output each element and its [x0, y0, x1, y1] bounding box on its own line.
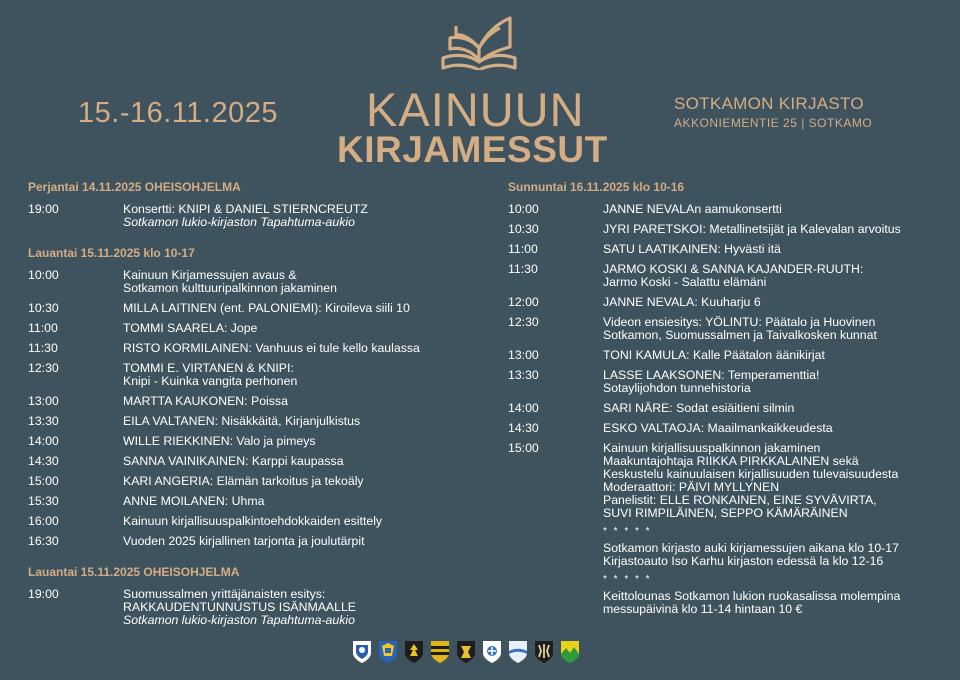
row-desc: JANNE NEVALA: Kuuharju 6	[603, 295, 761, 309]
row-time: 14:30	[508, 421, 539, 435]
venue	[674, 94, 872, 130]
program-row	[28, 362, 468, 388]
row-desc: MILLA LAITINEN (ent. PALONIEMI): Kiroileva siili 10	[123, 301, 410, 315]
info-note	[603, 590, 938, 616]
row-desc: RISTO KORMILAINEN: Vanhuus ei tule kello kaulassa	[123, 341, 420, 355]
row-time: 11:00	[508, 242, 538, 256]
row-desc: TONI KAMULA: Kalle Päätalon äänikirjat	[603, 348, 825, 362]
row-line: Kainuun Kirjamessujen avaus &	[123, 268, 297, 282]
row-desc	[123, 362, 468, 388]
row-desc: SARI NÄRE: Sodat esiäitieni silmin	[603, 401, 795, 415]
note-line: messupäivinä klo 11-14 hintaan 10 €	[603, 602, 803, 616]
row-time: 11:00	[28, 321, 58, 335]
row-desc: ESKO VALTAOJA: Maailmankaikkeudesta	[603, 421, 833, 435]
row-time: 11:30	[28, 341, 58, 355]
row-time: 14:00	[28, 434, 59, 448]
sunday-heading: Sunnuntai 16.11.2025 klo 10-16	[508, 180, 685, 194]
row-time: 19:00	[28, 202, 59, 216]
row-desc: SANNA VAINIKAINEN: Karppi kaupassa	[123, 454, 344, 468]
event-date: 15.-16.11.2025	[78, 97, 278, 129]
program-row	[28, 302, 468, 315]
left-column	[28, 180, 468, 634]
row-desc: Vuoden 2025 kirjallinen tarjonta ja joulutärpit	[123, 534, 365, 548]
crest-1-icon	[352, 640, 372, 664]
row-line: RAKKAUDENTUNNUSTUS ISÄNMAALLE	[123, 600, 357, 614]
row-line: LASSE LAAKSONEN: Temperamenttia!	[603, 368, 820, 382]
row-line: TOMMI E. VIRTANEN & KNIPI:	[123, 361, 294, 375]
program-row	[508, 349, 938, 362]
row-time: 10:00	[508, 202, 539, 216]
row-time: 13:00	[508, 348, 539, 362]
row-desc: EILA VALTANEN: Nisäkkäitä, Kirjanjulkistus	[123, 414, 361, 428]
row-venue: Sotkamon lukio-kirjaston Tapahtuma-aukio	[123, 215, 355, 229]
row-line: Moderaattori: PÄIVI MYLLYNEN	[603, 480, 780, 494]
crest-5-icon	[456, 640, 476, 664]
program-row	[508, 402, 938, 415]
row-line: Videon ensiesitys: YÖLINTU: Päätalo ja Huovinen	[603, 315, 876, 329]
row-time: 12:00	[508, 295, 539, 309]
row-line: JARMO KOSKI & SANNA KAJANDER-RUUTH:	[603, 262, 864, 276]
saturday-heading: Lauantai 15.11.2025 klo 10-17	[28, 246, 195, 260]
program-row	[508, 223, 938, 236]
note-line: Sotkamon kirjasto auki kirjamessujen aikana klo 10-17	[603, 541, 899, 555]
program-row	[28, 588, 468, 627]
row-time: 12:30	[28, 361, 59, 375]
crest-4-icon	[430, 640, 450, 664]
program-row	[508, 316, 938, 342]
row-line: Sotkamon, Suomussalmen ja Taivalkosken kunnat	[603, 328, 877, 342]
row-time: 13:30	[28, 414, 59, 428]
row-desc	[603, 442, 938, 520]
row-time: 15:00	[508, 441, 539, 455]
row-time: 12:30	[508, 315, 539, 329]
row-desc	[603, 316, 938, 342]
row-time: 13:30	[508, 368, 539, 382]
note-line: Kirjastoauto Iso Karhu kirjaston edessä la klo 12-16	[603, 554, 884, 568]
row-time: 13:00	[28, 394, 59, 408]
program-row	[28, 342, 468, 355]
program-row	[28, 535, 468, 548]
row-time: 11:30	[508, 262, 538, 276]
row-desc: WILLE RIEKKINEN: Valo ja pimeys	[123, 434, 316, 448]
row-desc: MARTTA KAUKONEN: Poissa	[123, 394, 288, 408]
row-time: 10:30	[28, 301, 59, 315]
program-row	[28, 269, 468, 295]
event-title-line2: KIRJAMESSUT	[337, 129, 608, 170]
note-line: Keittolounas Sotkamon lukion ruokasalissa molempina	[603, 589, 901, 603]
row-line: Konsertti: KNIPI & DANIEL STIERNCREUTZ	[123, 202, 368, 216]
row-desc	[603, 263, 938, 289]
row-line: Keskustelu kainuulaisen kirjallisuuden tulevaisuudesta	[603, 467, 899, 481]
row-venue: Sotkamon lukio-kirjaston Tapahtuma-aukio	[123, 613, 355, 627]
crest-6-icon	[482, 640, 502, 664]
program-row	[28, 415, 468, 428]
friday-heading: Perjantai 14.11.2025 OHEISOHJELMA	[28, 180, 241, 194]
row-desc	[123, 588, 468, 627]
crest-8-icon	[534, 640, 554, 664]
row-line: Maakuntajohtaja RIIKKA PIRKKALAINEN sekä	[603, 454, 859, 468]
row-desc: Kainuun kirjallisuuspalkintoehdokkaiden esittely	[123, 514, 383, 528]
crest-3-icon	[404, 640, 424, 664]
program-row	[28, 495, 468, 508]
crest-9-icon	[560, 640, 580, 664]
row-time: 15:00	[28, 474, 59, 488]
program-row	[28, 322, 468, 335]
row-time: 15:30	[28, 494, 59, 508]
row-desc	[123, 203, 468, 229]
row-line: Sotkamon kulttuuripalkinnon jakaminen	[123, 281, 337, 295]
row-time: 19:00	[28, 587, 59, 601]
row-line: Sotaylijohdon tunnehistoria	[603, 381, 751, 395]
saturday-side-heading: Lauantai 15.11.2025 OHEISOHJELMA	[28, 565, 240, 579]
row-desc: ANNE MOILANEN: Uhma	[123, 494, 265, 508]
crest-7-icon	[508, 640, 528, 664]
program-row	[28, 515, 468, 528]
row-desc: KARI ANGERIA: Elämän tarkoitus ja tekoäly	[123, 474, 364, 488]
crest-2-icon	[378, 640, 398, 664]
row-desc: TOMMI SAARELA: Jope	[123, 321, 258, 335]
program-row	[28, 395, 468, 408]
row-line: Suomussalmen yrittäjänaisten esitys:	[123, 587, 326, 601]
info-note	[603, 542, 938, 568]
program-row	[508, 243, 938, 256]
row-line: Panelistit: ELLE RONKAINEN, EINE SYVÄVIRTA,	[603, 493, 877, 507]
program-row	[508, 203, 938, 216]
row-time: 14:00	[508, 401, 539, 415]
separator-stars: * * * * *	[603, 526, 652, 537]
program-row	[508, 422, 938, 435]
row-line: Jarmo Koski - Salattu elämäni	[603, 275, 767, 289]
municipality-crests	[352, 640, 580, 666]
row-desc: JANNE NEVALAn aamukonsertti	[603, 202, 782, 216]
venue-address: AKKONIEMENTIE 25 | SOTKAMO	[674, 116, 873, 130]
row-desc: JYRI PARETSKOI: Metallinetsijät ja Kalevalan arvoitus	[603, 222, 901, 236]
row-desc	[603, 369, 938, 395]
program-row	[508, 296, 938, 309]
row-time: 16:30	[28, 534, 59, 548]
event-title-line1: KAINUUN	[366, 83, 585, 136]
row-line: SUVI RIMPILÄINEN, SEPPO KÄMÄRÄINEN	[603, 506, 848, 520]
row-time: 10:00	[28, 268, 59, 282]
row-line: Kainuun kirjallisuuspalkinnon jakaminen	[603, 441, 821, 455]
program-row	[28, 475, 468, 488]
row-time: 14:30	[28, 454, 59, 468]
program-row	[508, 369, 938, 395]
program-row	[508, 442, 938, 520]
row-time: 10:30	[508, 222, 539, 236]
right-column	[508, 180, 938, 623]
program-row	[28, 455, 468, 468]
open-book-icon	[438, 14, 520, 70]
separator-stars: * * * * *	[603, 574, 652, 585]
row-line: Knipi - Kuinka vangita perhonen	[123, 374, 298, 388]
header	[0, 0, 960, 175]
row-desc	[123, 269, 468, 295]
venue-name: SOTKAMON KIRJASTO	[674, 94, 864, 113]
row-desc: SATU LAATIKAINEN: Hyvästi itä	[603, 242, 781, 256]
program-row	[28, 435, 468, 448]
program-row	[508, 263, 938, 289]
row-time: 16:00	[28, 514, 59, 528]
program-row	[28, 203, 468, 229]
